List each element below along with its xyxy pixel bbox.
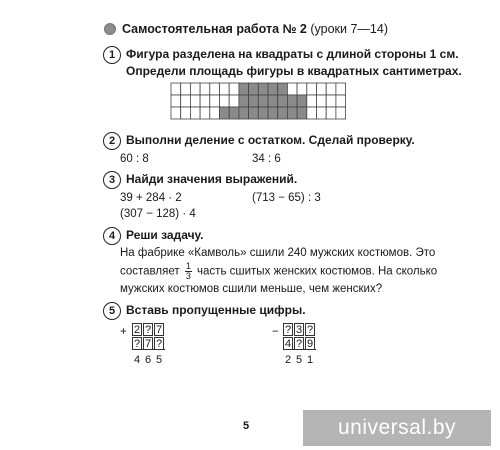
grid-cell-filled (249, 95, 259, 107)
grid-cell-empty (190, 107, 200, 119)
grid-cell-empty (181, 107, 191, 119)
grid-cell-empty (336, 95, 346, 107)
fraction-numerator: 1 (185, 261, 191, 271)
grid-cell-filled (278, 107, 288, 119)
addition-result-digit: 4 (133, 354, 141, 366)
subtraction-result (283, 350, 316, 364)
plus-sign: + (120, 326, 127, 338)
grid-cell-filled (268, 107, 278, 119)
grid-cell-filled (249, 107, 259, 119)
grid-cell-filled (229, 107, 239, 119)
addition-row-1 (132, 320, 165, 334)
section-title (122, 22, 388, 36)
grid-cell-filled (220, 107, 230, 119)
grid-cell-filled (297, 95, 307, 107)
task-number-3: 3 (103, 171, 121, 189)
task-3-title: Найди значения выражений. (126, 172, 298, 186)
grid-cell-filled (258, 107, 268, 119)
task-3-expression-1: 39 + 284 · 2 (120, 192, 182, 204)
grid-cell-empty (210, 107, 220, 119)
task-number-1: 1 (103, 46, 121, 64)
grid-cell-filled (239, 107, 249, 119)
task-number-5: 5 (103, 302, 121, 320)
addition-row-2 (132, 334, 165, 350)
fraction (185, 262, 192, 281)
addition-digit-given: 7 (155, 324, 163, 336)
task-3-expression-2: (713 − 65) : 3 (252, 192, 321, 204)
addition-digit-given: 7 (144, 338, 152, 350)
task-3-expression-3: (307 − 128) · 4 (120, 208, 196, 220)
addition-result-digit: 6 (144, 354, 152, 366)
task-4-line-3: мужских костюмов сшили меньше, чем женских? (120, 283, 383, 295)
grid-cell-empty (220, 95, 230, 107)
task-5-title: Вставь пропущенные цифры. (126, 303, 306, 317)
grid-cell-empty (287, 83, 297, 95)
grid-cell-filled (258, 83, 268, 95)
watermark-logo: universal.by (303, 410, 491, 446)
grid-cell-empty (200, 95, 210, 107)
section-title-bold: Самостоятельная работа № 2 (122, 22, 307, 36)
grid-cell-empty (200, 83, 210, 95)
grid-cell-empty (326, 107, 336, 119)
subtraction-digit-given: 3 (295, 324, 303, 336)
grid-cell-empty (317, 83, 327, 95)
grid-cell-empty (307, 83, 317, 95)
grid-cell-empty (190, 95, 200, 107)
grid-cell-empty (297, 83, 307, 95)
grid-cell-filled (239, 95, 249, 107)
grid-cell-filled (297, 107, 307, 119)
grid-cell-empty (317, 95, 327, 107)
grid-cell-filled (239, 83, 249, 95)
task-4-line-2-after: часть сшитых женских костюмов. На сколько (197, 265, 438, 278)
grid-cell-empty (336, 83, 346, 95)
grid-cell-empty (326, 95, 336, 107)
fraction-denominator: 3 (185, 271, 191, 281)
grid-cell-empty (200, 107, 210, 119)
subtraction-result-digit: 1 (306, 354, 314, 366)
task-4-line-1: На фабрике «Камволь» сшили 240 мужских костюмов. Это (120, 247, 436, 259)
subtraction-digit-given: 4 (284, 338, 292, 350)
task-1-text-line2: Определи площадь фигуры в квадратных сантиметрах. (126, 64, 462, 78)
grid-cell-empty (220, 83, 230, 95)
subtraction-digit-missing[interactable]: ? (295, 338, 303, 350)
subtraction-result-digit: 2 (284, 354, 292, 366)
grid-cell-empty (181, 83, 191, 95)
section-header (104, 20, 388, 38)
addition-digit-missing[interactable]: ? (144, 324, 152, 336)
subtraction-digit-missing[interactable]: ? (284, 324, 292, 336)
grid-cell-empty (229, 83, 239, 95)
addition-digit-missing[interactable]: ? (155, 338, 163, 350)
task-4-line-2-before: составляет (120, 265, 180, 278)
grid-cell-empty (181, 95, 191, 107)
addition-digit-given: 2 (133, 324, 141, 336)
addition-digit-missing[interactable]: ? (133, 338, 141, 350)
task-2-title: Выполни деление с остатком. Сделай проверку. (126, 133, 415, 147)
figure-grid (170, 82, 346, 120)
grid-cell-empty (336, 107, 346, 119)
section-title-lessons: (уроки 7—14) (310, 22, 388, 36)
grid-cell-empty (210, 83, 220, 95)
grid-cell-filled (249, 83, 259, 95)
grid-cell-empty (171, 95, 181, 107)
grid-cell-empty (307, 95, 317, 107)
grid-cell-empty (210, 95, 220, 107)
subtraction-digit-given: 9 (306, 338, 314, 350)
grid-cell-filled (278, 83, 288, 95)
subtraction-row-2 (283, 334, 316, 350)
grid-cell-filled (287, 95, 297, 107)
grid-cell-empty (317, 107, 327, 119)
grid-cell-filled (268, 83, 278, 95)
task-4-title: Реши задачу. (126, 228, 204, 242)
grid-cell-filled (287, 107, 297, 119)
grid-cell-filled (278, 95, 288, 107)
task-4-line-2 (120, 262, 437, 281)
task-1-text-line1: Фигура разделена на квадраты с длиной стороны 1 см. (126, 47, 459, 61)
grid-cell-empty (229, 95, 239, 107)
task-2-expression-left: 60 : 8 (120, 153, 149, 165)
subtraction-row-1 (283, 320, 316, 334)
minus-sign: − (272, 326, 279, 338)
bullet-icon (104, 23, 116, 35)
task-number-2: 2 (103, 132, 121, 150)
grid-cell-empty (171, 107, 181, 119)
grid-cell-filled (258, 95, 268, 107)
grid-cell-empty (307, 107, 317, 119)
subtraction-result-digit: 5 (295, 354, 303, 366)
addition-result-digit: 5 (155, 354, 163, 366)
task-2-expression-right: 34 : 6 (252, 153, 281, 165)
grid-cell-empty (190, 83, 200, 95)
addition-result (132, 350, 165, 364)
grid-cell-filled (268, 95, 278, 107)
grid-cell-empty (171, 83, 181, 95)
grid-cell-empty (326, 83, 336, 95)
page-number: 5 (243, 420, 250, 432)
subtraction-digit-missing[interactable]: ? (306, 324, 314, 336)
task-number-4: 4 (103, 227, 121, 245)
